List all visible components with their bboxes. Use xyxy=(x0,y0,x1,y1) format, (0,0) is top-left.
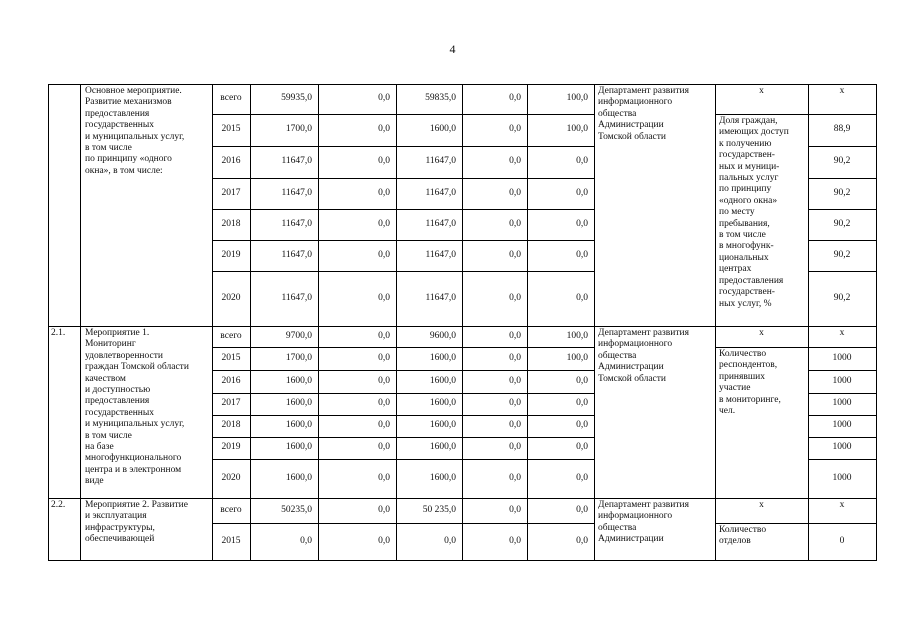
amount-cell: 100,0 xyxy=(566,124,588,134)
row-line xyxy=(212,209,594,210)
row-line xyxy=(715,114,877,115)
amount-cell: 11647,0 xyxy=(281,292,312,303)
amount-cell: 100,0 xyxy=(566,93,588,103)
department-name: Департамент развития информационного общества Администрации xyxy=(598,500,689,545)
amount-cell: 0,0 xyxy=(509,156,521,166)
indicator-value-cell: x xyxy=(839,328,845,338)
amount-cell: 0,0 xyxy=(378,156,390,166)
amount-cell: 0,0 xyxy=(576,218,588,229)
amount-cell: 0,0 xyxy=(378,292,390,303)
indicator-value-cell: 0 xyxy=(839,535,845,546)
amount-cell: 0,0 xyxy=(509,187,521,198)
amount-cell: 11647,0 xyxy=(281,249,312,260)
amount-cell: 1600,0 xyxy=(429,442,456,452)
amount-cell: 50235,0 xyxy=(281,504,312,515)
amount-cell: 0,0 xyxy=(509,218,521,229)
year-cell: всего xyxy=(220,330,242,341)
indicator-value-cell: 1000 xyxy=(832,375,852,386)
row-line xyxy=(808,178,877,179)
indicator-value-cell: 90,2 xyxy=(833,156,851,166)
year-cell: 2016 xyxy=(221,375,241,386)
page-number: 4 xyxy=(449,42,456,56)
amount-cell: 11647,0 xyxy=(425,218,456,229)
amount-cell: 0,0 xyxy=(378,535,390,546)
amount-cell: 1600,0 xyxy=(285,420,312,430)
amount-cell: 1600,0 xyxy=(429,420,456,430)
amount-cell: 0,0 xyxy=(576,535,588,546)
indicator-value-cell: 1000 xyxy=(832,442,852,452)
row-line xyxy=(212,146,594,147)
amount-cell: 1600,0 xyxy=(285,472,312,483)
indicator-base-cell: x xyxy=(759,500,764,510)
amount-cell: 0,0 xyxy=(509,249,521,260)
year-cell: 2015 xyxy=(221,124,241,134)
row-line xyxy=(715,523,877,524)
row-line xyxy=(808,393,877,394)
year-cell: всего xyxy=(220,93,242,103)
event-name: Мероприятие 2. Развитие и эксплуатация инфраструктуры, обеспечивающей xyxy=(85,500,188,545)
amount-cell: 0,0 xyxy=(576,442,588,452)
indicator-name: Доля граждан, имеющих доступ к получению государствен- ных и муници- пальных услуг по принципу «одного окна» по месту пребывания, в том числе в многофунк- циональных центрах предоставления государствен- ных услуг, % xyxy=(719,116,789,309)
amount-cell: 0,0 xyxy=(576,292,588,303)
year-cell: 2016 xyxy=(221,156,241,166)
amount-cell: 1700,0 xyxy=(285,124,312,134)
indicator-value-cell: 90,2 xyxy=(833,187,851,198)
year-cell: 2018 xyxy=(221,218,241,229)
amount-cell: 0,0 xyxy=(509,535,521,546)
indicator-value-cell: x xyxy=(839,500,845,510)
department-name: Департамент развития информационного общества Администрации Томской области xyxy=(598,328,689,384)
row-line xyxy=(212,393,594,394)
indicator-value-cell: 1000 xyxy=(832,472,852,483)
amount-cell: 0,0 xyxy=(509,472,521,483)
indicator-value-cell: 1000 xyxy=(832,420,852,430)
amount-cell: 9700,0 xyxy=(285,330,312,341)
amount-cell: 11647,0 xyxy=(281,218,312,229)
year-cell: 2019 xyxy=(221,249,241,260)
amount-cell: 0,0 xyxy=(509,292,521,303)
amount-cell: 1700,0 xyxy=(285,352,312,363)
column-line xyxy=(715,84,716,560)
row-line xyxy=(808,370,877,371)
year-cell: всего xyxy=(220,504,242,515)
row-line xyxy=(808,146,877,147)
amount-cell: 0,0 xyxy=(509,504,521,515)
row-line xyxy=(808,415,877,416)
year-cell: 2020 xyxy=(221,292,241,303)
row-line xyxy=(48,84,877,85)
amount-cell: 0,0 xyxy=(576,398,588,408)
amount-cell: 0,0 xyxy=(509,442,521,452)
amount-cell: 11647,0 xyxy=(425,187,456,198)
year-cell: 2017 xyxy=(221,187,241,198)
row-line xyxy=(48,326,877,327)
amount-cell: 0,0 xyxy=(444,535,456,546)
amount-cell: 0,0 xyxy=(378,187,390,198)
year-cell: 2015 xyxy=(221,352,241,363)
row-number: 2.2. xyxy=(51,500,66,510)
amount-cell: 0,0 xyxy=(378,375,390,386)
row-number: 2.1. xyxy=(51,328,66,338)
column-line xyxy=(594,84,595,560)
row-line xyxy=(212,347,594,348)
amount-cell: 0,0 xyxy=(378,352,390,363)
row-line xyxy=(212,240,594,241)
amount-cell: 0,0 xyxy=(378,218,390,229)
amount-cell: 1600,0 xyxy=(429,124,456,134)
row-line xyxy=(212,370,594,371)
year-cell: 2015 xyxy=(221,535,241,546)
amount-cell: 11647,0 xyxy=(425,156,456,166)
row-line xyxy=(212,415,594,416)
row-line xyxy=(212,178,594,179)
amount-cell: 0,0 xyxy=(576,375,588,386)
row-line xyxy=(48,498,877,499)
indicator-name: Количество респондентов, принявших участие в мониторинге, чел. xyxy=(719,349,781,417)
amount-cell: 0,0 xyxy=(378,420,390,430)
amount-cell: 1600,0 xyxy=(429,398,456,408)
amount-cell: 9600,0 xyxy=(429,330,456,341)
amount-cell: 0,0 xyxy=(576,472,588,483)
amount-cell: 100,0 xyxy=(566,330,588,341)
indicator-value-cell: 90,2 xyxy=(833,218,851,229)
amount-cell: 1600,0 xyxy=(285,375,312,386)
amount-cell: 100,0 xyxy=(566,352,588,363)
amount-cell: 0,0 xyxy=(509,93,521,103)
row-line xyxy=(212,459,594,460)
amount-cell: 0,0 xyxy=(378,504,390,515)
row-line xyxy=(212,523,594,524)
row-line xyxy=(212,437,594,438)
row-line xyxy=(808,240,877,241)
amount-cell: 59935,0 xyxy=(281,93,312,103)
amount-cell: 1600,0 xyxy=(429,352,456,363)
year-cell: 2020 xyxy=(221,472,241,483)
amount-cell: 0,0 xyxy=(509,420,521,430)
amount-cell: 0,0 xyxy=(378,249,390,260)
event-name: Основное мероприятие. Развитие механизмов предоставления государственных и муниципальных услуг, в том числе по принципу «одного окна», в том числе: xyxy=(85,86,185,176)
indicator-value-cell: 1000 xyxy=(832,398,852,408)
amount-cell: 0,0 xyxy=(576,504,588,515)
indicator-value-cell: 88,9 xyxy=(833,124,851,134)
year-cell: 2017 xyxy=(221,398,241,408)
indicator-name: Количество отделов xyxy=(719,525,767,547)
column-line xyxy=(48,84,49,560)
amount-cell: 0,0 xyxy=(509,330,521,341)
row-line xyxy=(715,347,877,348)
amount-cell: 0,0 xyxy=(576,249,588,260)
amount-cell: 1600,0 xyxy=(429,472,456,483)
indicator-value-cell: 90,2 xyxy=(833,292,851,303)
amount-cell: 0,0 xyxy=(576,420,588,430)
amount-cell: 11647,0 xyxy=(281,187,312,198)
amount-cell: 1600,0 xyxy=(285,442,312,452)
row-line xyxy=(808,209,877,210)
amount-cell: 1600,0 xyxy=(429,375,456,386)
indicator-base-cell: x xyxy=(759,328,764,338)
amount-cell: 0,0 xyxy=(576,156,588,166)
amount-cell: 1600,0 xyxy=(285,398,312,408)
amount-cell: 0,0 xyxy=(378,93,390,103)
amount-cell: 0,0 xyxy=(378,330,390,341)
indicator-value-cell: 90,2 xyxy=(833,249,851,260)
year-cell: 2018 xyxy=(221,420,241,430)
amount-cell: 0,0 xyxy=(300,535,312,546)
column-line xyxy=(80,84,81,560)
row-line xyxy=(212,271,594,272)
amount-cell: 59835,0 xyxy=(425,93,456,103)
amount-cell: 0,0 xyxy=(509,124,521,134)
amount-cell: 11647,0 xyxy=(425,249,456,260)
amount-cell: 0,0 xyxy=(378,442,390,452)
row-line xyxy=(808,437,877,438)
amount-cell: 0,0 xyxy=(378,124,390,134)
indicator-base-cell: x xyxy=(759,86,764,96)
amount-cell: 0,0 xyxy=(378,398,390,408)
amount-cell: 11647,0 xyxy=(281,156,312,166)
indicator-value-cell: 1000 xyxy=(832,352,852,363)
amount-cell: 0,0 xyxy=(576,187,588,198)
row-line xyxy=(48,560,877,561)
row-line xyxy=(212,114,594,115)
year-cell: 2019 xyxy=(221,442,241,452)
column-line xyxy=(876,84,877,560)
amount-cell: 50 235,0 xyxy=(422,504,456,515)
department-name: Департамент развития информационного общества Администрации Томской области xyxy=(598,86,689,142)
amount-cell: 11647,0 xyxy=(425,292,456,303)
amount-cell: 0,0 xyxy=(509,398,521,408)
event-name: Мероприятие 1. Мониторинг удовлетворенности граждан Томской области качеством и доступностью предоставления государственных и муниципальных услуг, в том числе на базе многофункционального центра и в электронном виде xyxy=(85,328,189,487)
row-line xyxy=(808,271,877,272)
amount-cell: 0,0 xyxy=(378,472,390,483)
amount-cell: 0,0 xyxy=(509,375,521,386)
amount-cell: 0,0 xyxy=(509,352,521,363)
indicator-value-cell: x xyxy=(839,86,845,96)
row-line xyxy=(808,459,877,460)
